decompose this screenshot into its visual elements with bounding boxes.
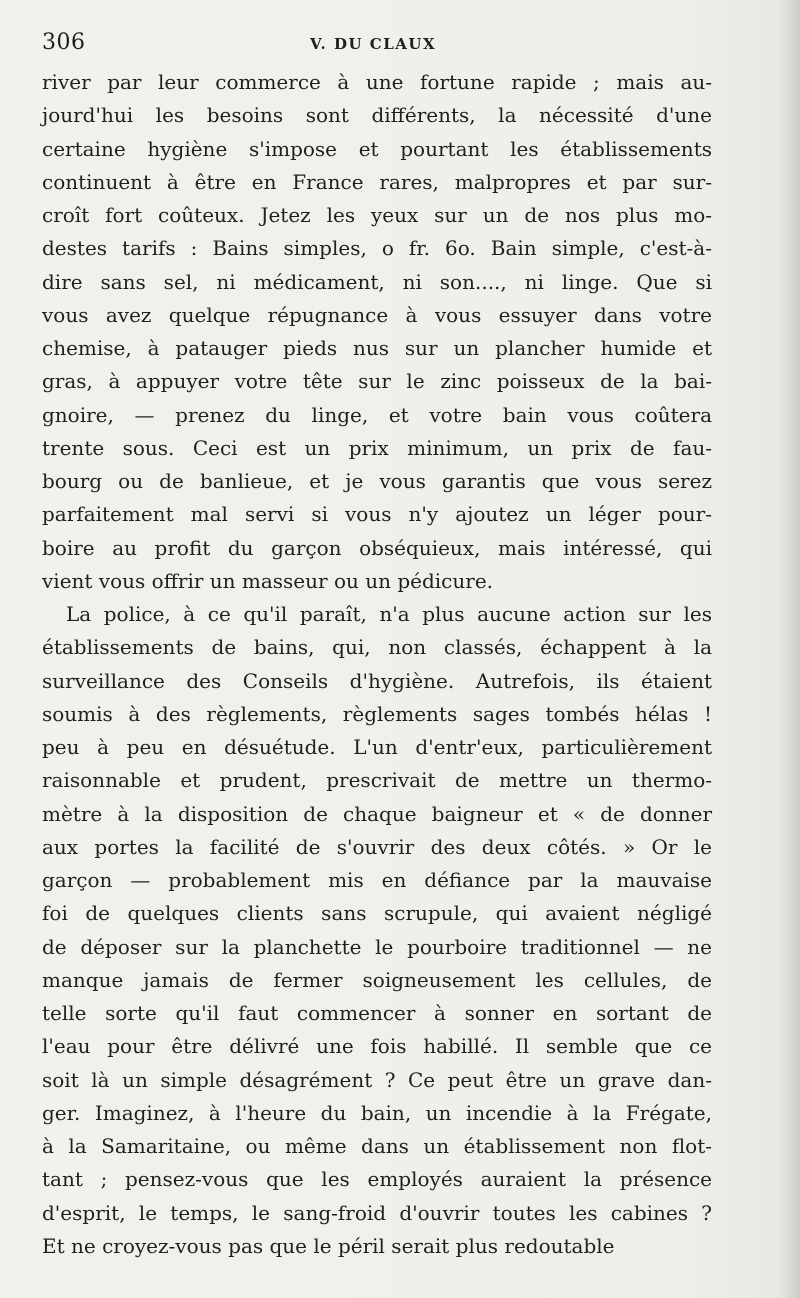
page-header — [42, 26, 742, 60]
text-line: jourd'hui les besoins sont différents, la nécessité d'une — [42, 103, 712, 128]
text-line: d'esprit, le temps, le sang-froid d'ouvrir toutes les cabines ? — [42, 1200, 712, 1225]
text-line: certaine hygiène s'impose et pourtant les établissements — [42, 136, 712, 161]
text-line: telle sorte qu'il faut commencer à sonner en sortant de — [42, 1001, 712, 1025]
running-head: V. DU CLAUX — [310, 35, 437, 53]
paragraph-start-line: La police, à ce qu'il paraît, n'a plus aucune action sur les — [66, 602, 712, 626]
text-line: vient vous offrir un masseur ou un pédicure. — [42, 568, 494, 593]
text-line: gnoire, — prenez du linge, et votre bain vous coûtera — [42, 402, 712, 427]
text-line: peu à peu en désuétude. L'un d'entr'eux, particulièrement — [42, 735, 712, 759]
text-line: dire sans sel, ni médicament, ni son...., ni linge. Que si — [42, 269, 712, 294]
text-line: établissements de bains, qui, non classés, échappent à la — [42, 635, 712, 660]
text-line: à la Samaritaine, ou même dans un établissement non flot- — [42, 1134, 712, 1158]
text-line: tant ; pensez-vous que les employés auraient la présence — [42, 1167, 712, 1192]
text-line: raisonnable et prudent, prescrivait de mettre un thermo- — [42, 768, 712, 793]
text-line: bourg ou de banlieue, et je vous garantis que vous serez — [42, 469, 712, 493]
text-line: garçon — probablement mis en défiance par la mauvaise — [42, 868, 712, 892]
text-line: trente sous. Ceci est un prix minimum, un prix de fau- — [42, 435, 712, 460]
page-number: 306 — [42, 30, 86, 55]
text-line: mètre à la disposition de chaque baigneur et « de donner — [42, 801, 712, 826]
text-line: vous avez quelque répugnance à vous essuyer dans votre — [42, 302, 712, 327]
text-line: river par leur commerce à une fortune rapide ; mais au- — [42, 70, 712, 94]
text-line: croît fort coûteux. Jetez les yeux sur un de nos plus mo- — [42, 203, 712, 227]
text-line: foi de quelques clients sans scrupule, qui avaient négligé — [42, 901, 712, 926]
text-line: boire au profit du garçon obséquieux, mais intéressé, qui — [42, 535, 712, 560]
text-line: chemise, à patauger pieds nus sur un plancher humide et — [42, 336, 712, 360]
text-line: ger. Imaginez, à l'heure du bain, un incendie à la Frégate, — [42, 1100, 712, 1125]
text-line: Et ne croyez-vous pas que le péril serait plus redoutable — [42, 1233, 615, 1258]
text-line: l'eau pour être délivré une fois habillé. Il semble que ce — [42, 1034, 712, 1059]
text-line: destes tarifs : Bains simples, o fr. 6o. Bain simple, c'est-à- — [42, 236, 712, 261]
text-line: de déposer sur la planchette le pourboire traditionnel — ne — [42, 934, 712, 959]
page-edge-shadow — [778, 0, 800, 1298]
text-line: surveillance des Conseils d'hygiène. Autrefois, ils étaient — [42, 668, 712, 693]
text-line: soumis à des règlements, règlements sages tombés hélas ! — [42, 701, 712, 726]
text-line: continuent à être en France rares, malpropres et par sur- — [42, 169, 712, 194]
text-line: gras, à appuyer votre tête sur le zinc poisseux de la bai- — [42, 369, 712, 394]
body-text — [42, 66, 712, 1263]
text-line: parfaitement mal servi si vous n'y ajoutez un léger pour- — [42, 502, 712, 527]
text-line: soit là un simple désagrément ? Ce peut être un grave dan- — [42, 1067, 712, 1092]
text-line: manque jamais de fermer soigneusement les cellules, de — [42, 967, 712, 992]
text-line: aux portes la facilité de s'ouvrir des deux côtés. » Or le — [42, 834, 712, 859]
